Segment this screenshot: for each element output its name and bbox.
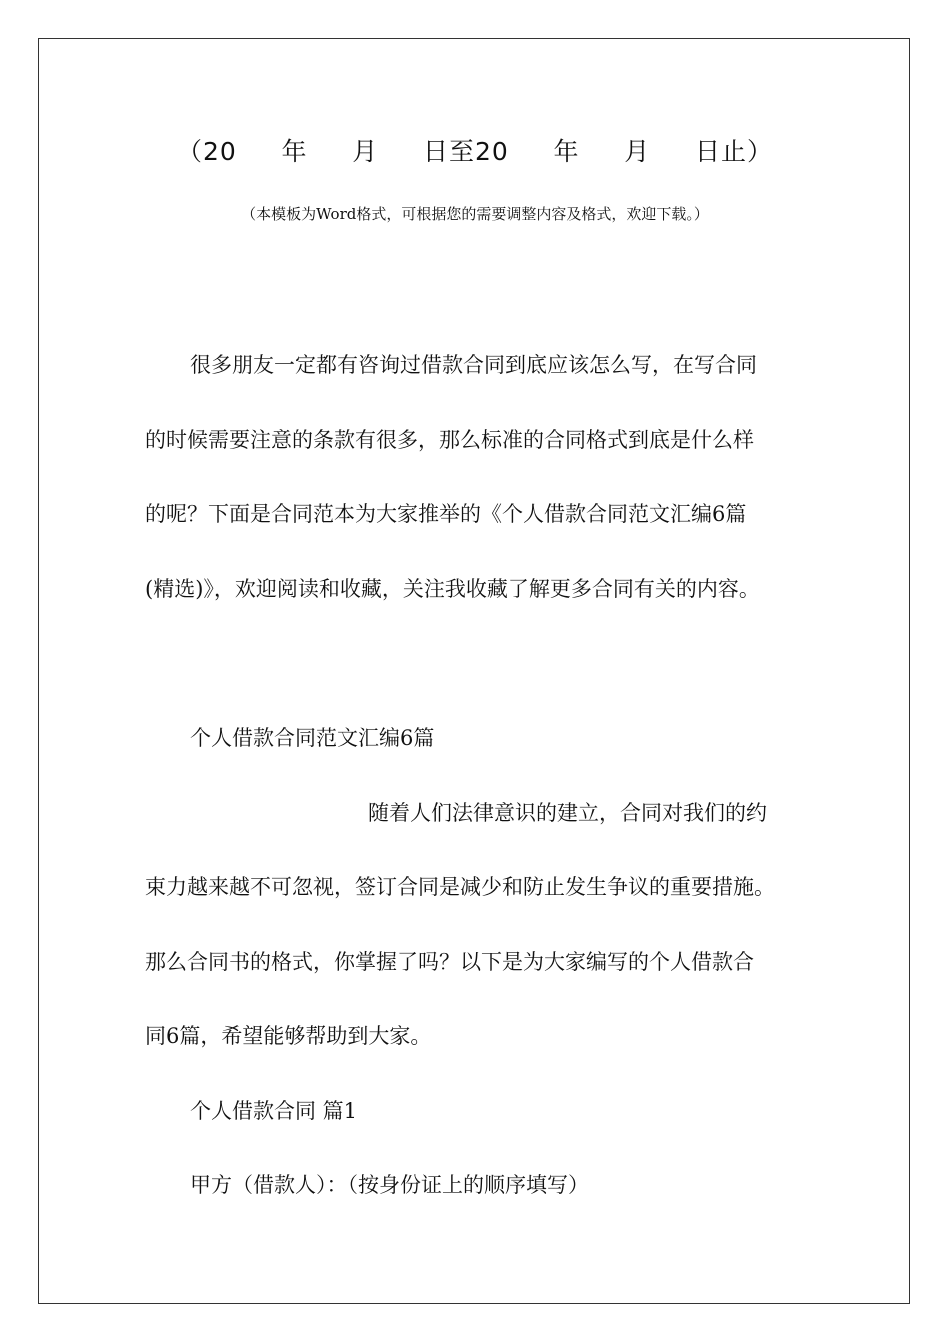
contract-heading: 个人借款合同 篇1 bbox=[190, 1099, 358, 1123]
collection-title: 个人借款合同范文汇编6篇 bbox=[190, 726, 435, 750]
intro-line-3: 的呢？下面是合同范本为大家推举的《个人借款合同范文汇编6篇 bbox=[145, 502, 747, 526]
template-note: （本模板为Word格式，可根据您的需要调整内容及格式，欢迎下载。） bbox=[241, 205, 709, 223]
collection-line-4: 同6篇，希望能够帮助到大家。 bbox=[145, 1024, 432, 1048]
party-a-line: 甲方（借款人）：（按身份证上的顺序填写） bbox=[190, 1173, 589, 1197]
collection-line-1: 随着人们法律意识的建立，合同对我们的约 bbox=[368, 801, 767, 825]
intro-line-1: 很多朋友一定都有咨询过借款合同到底应该怎么写，在写合同 bbox=[190, 353, 757, 377]
collection-line-2: 束力越来越不可忽视，签订合同是减少和防止发生争议的重要措施。 bbox=[145, 875, 775, 899]
intro-line-4: (精选)》，欢迎阅读和收藏，关注我收藏了解更多合同有关的内容。 bbox=[145, 577, 760, 601]
page-border bbox=[38, 38, 910, 1304]
intro-line-2: 的时候需要注意的条款有很多，那么标准的合同格式到底是什么样 bbox=[145, 428, 754, 452]
date-range-heading: （20 年 月 日至20 年 月 日止） bbox=[176, 137, 774, 166]
collection-line-3: 那么合同书的格式，你掌握了吗？以下是为大家编写的个人借款合 bbox=[145, 950, 754, 974]
